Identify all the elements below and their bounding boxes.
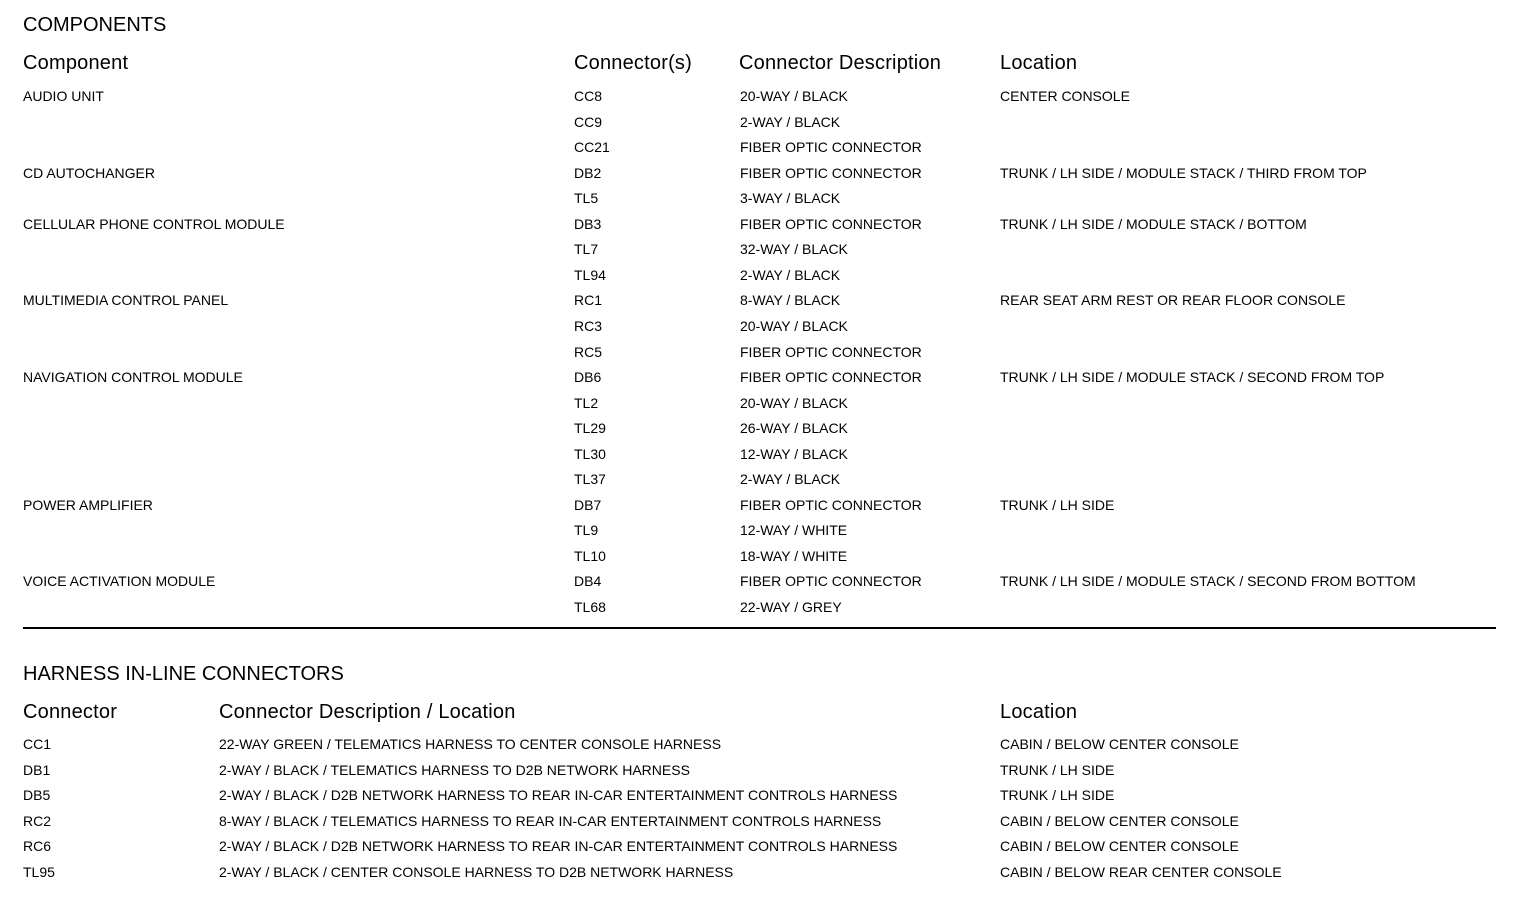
connector-id: DB7 [574, 496, 602, 513]
harness-description: 2-WAY / BLACK / D2B NETWORK HARNESS TO REAR IN-CAR ENTERTAINMENT CONTROLS HARNESS [219, 838, 898, 854]
harness-location: TRUNK / LH SIDE [1000, 787, 1115, 803]
connector-id: DB4 [574, 573, 602, 590]
harness-title: HARNESS IN-LINE CONNECTORS [23, 663, 344, 685]
connector-description: 2-WAY / BLACK [740, 266, 841, 283]
connector-id: TL5 [574, 190, 599, 207]
harness-location: CABIN / BELOW REAR CENTER CONSOLE [1000, 863, 1282, 880]
harness-description: 8-WAY / BLACK / TELEMATICS HARNESS TO REAR IN-CAR ENTERTAINMENT CONTROLS HARNESS [219, 812, 882, 829]
connector-description: 20-WAY / BLACK [740, 394, 848, 411]
connector-id: DB2 [574, 164, 602, 181]
connector-id: RC3 [574, 317, 603, 334]
harness-connector-id: RC6 [23, 838, 52, 854]
component-location: TRUNK / LH SIDE / MODULE STACK / SECOND FROM BOTTOM [1000, 573, 1416, 590]
harness-description: 2-WAY / BLACK / CENTER CONSOLE HARNESS TO D2B NETWORK HARNESS [219, 863, 734, 880]
connector-id: DB6 [574, 369, 602, 386]
components-header-connectors: Connector(s) [574, 52, 692, 74]
components-header-location: Location [1000, 52, 1078, 74]
harness-location: CABIN / BELOW CENTER CONSOLE [1000, 812, 1239, 829]
connector-id: TL29 [574, 420, 606, 437]
component-location: TRUNK / LH SIDE / MODULE STACK / SECOND FROM TOP [1000, 369, 1385, 386]
connector-description: 18-WAY / WHITE [740, 547, 848, 564]
harness-header-description: Connector Description / Location [219, 701, 516, 723]
component-name: CD AUTOCHANGER [23, 164, 155, 181]
connector-description: FIBER OPTIC CONNECTOR [740, 369, 922, 386]
component-location: TRUNK / LH SIDE [1000, 496, 1115, 513]
connector-description: 20-WAY / BLACK [740, 88, 848, 104]
harness-connector-id: DB5 [23, 787, 51, 803]
connector-description: 8-WAY / BLACK [740, 292, 841, 309]
harness-location: CABIN / BELOW CENTER CONSOLE [1000, 736, 1239, 752]
component-location: TRUNK / LH SIDE / MODULE STACK / THIRD FROM TOP [1000, 164, 1367, 181]
components-title: COMPONENTS [23, 14, 167, 36]
harness-header-location: Location [1000, 701, 1078, 723]
connector-id: TL94 [574, 266, 606, 283]
connector-id: TL30 [574, 445, 606, 462]
component-location: TRUNK / LH SIDE / MODULE STACK / BOTTOM [1000, 215, 1307, 232]
connector-description: FIBER OPTIC CONNECTOR [740, 215, 922, 232]
harness-description: 2-WAY / BLACK / TELEMATICS HARNESS TO D2B NETWORK HARNESS [219, 761, 690, 778]
connector-description: 20-WAY / BLACK [740, 317, 848, 334]
harness-header-connector: Connector [23, 701, 118, 723]
connector-id: TL7 [574, 241, 599, 258]
harness-location: CABIN / BELOW CENTER CONSOLE [1000, 838, 1239, 854]
connector-id: CC21 [574, 139, 610, 156]
connector-id: DB3 [574, 215, 602, 232]
connector-id: TL10 [574, 547, 606, 564]
section-divider [23, 627, 1496, 629]
harness-connector-id: TL95 [23, 863, 55, 880]
components-header-component: Component [23, 52, 129, 74]
component-name: POWER AMPLIFIER [23, 496, 153, 513]
connector-description: 32-WAY / BLACK [740, 241, 848, 258]
harness-description: 2-WAY / BLACK / D2B NETWORK HARNESS TO REAR IN-CAR ENTERTAINMENT CONTROLS HARNESS [219, 787, 898, 803]
components-header-description: Connector Description [739, 52, 942, 74]
component-location: CENTER CONSOLE [1000, 88, 1130, 104]
connector-description: 3-WAY / BLACK [740, 190, 841, 207]
component-location: REAR SEAT ARM REST OR REAR FLOOR CONSOLE [1000, 292, 1346, 309]
harness-description: 22-WAY GREEN / TELEMATICS HARNESS TO CENTER CONSOLE HARNESS [219, 736, 722, 752]
harness-connector-id: RC2 [23, 812, 52, 829]
component-name: AUDIO UNIT [23, 88, 104, 104]
connector-id: TL9 [574, 522, 599, 539]
component-name: NAVIGATION CONTROL MODULE [23, 369, 243, 386]
connector-id: CC8 [574, 88, 603, 104]
component-name: VOICE ACTIVATION MODULE [23, 573, 216, 590]
connector-id: TL2 [574, 394, 599, 411]
harness-location: TRUNK / LH SIDE [1000, 761, 1115, 778]
component-name: MULTIMEDIA CONTROL PANEL [23, 292, 229, 309]
connector-description: 12-WAY / WHITE [740, 522, 848, 539]
component-name: CELLULAR PHONE CONTROL MODULE [23, 215, 285, 232]
harness-connector-id: CC1 [23, 736, 52, 752]
harness-connector-id: DB1 [23, 761, 51, 778]
connector-id: RC5 [574, 343, 603, 360]
connector-description: FIBER OPTIC CONNECTOR [740, 496, 922, 513]
connector-description: 22-WAY / GREY [740, 599, 842, 615]
connector-description: 26-WAY / BLACK [740, 420, 848, 437]
connector-description: 12-WAY / BLACK [740, 445, 848, 462]
connector-description: FIBER OPTIC CONNECTOR [740, 343, 922, 360]
connector-description: FIBER OPTIC CONNECTOR [740, 573, 922, 590]
connector-id: RC1 [574, 292, 603, 309]
connector-id: TL68 [574, 599, 606, 615]
connector-description: FIBER OPTIC CONNECTOR [740, 139, 922, 156]
connector-description: FIBER OPTIC CONNECTOR [740, 164, 922, 181]
connector-id: CC9 [574, 113, 603, 130]
connector-description: 2-WAY / BLACK [740, 471, 841, 488]
connector-id: TL37 [574, 471, 606, 488]
connector-description: 2-WAY / BLACK [740, 113, 841, 130]
